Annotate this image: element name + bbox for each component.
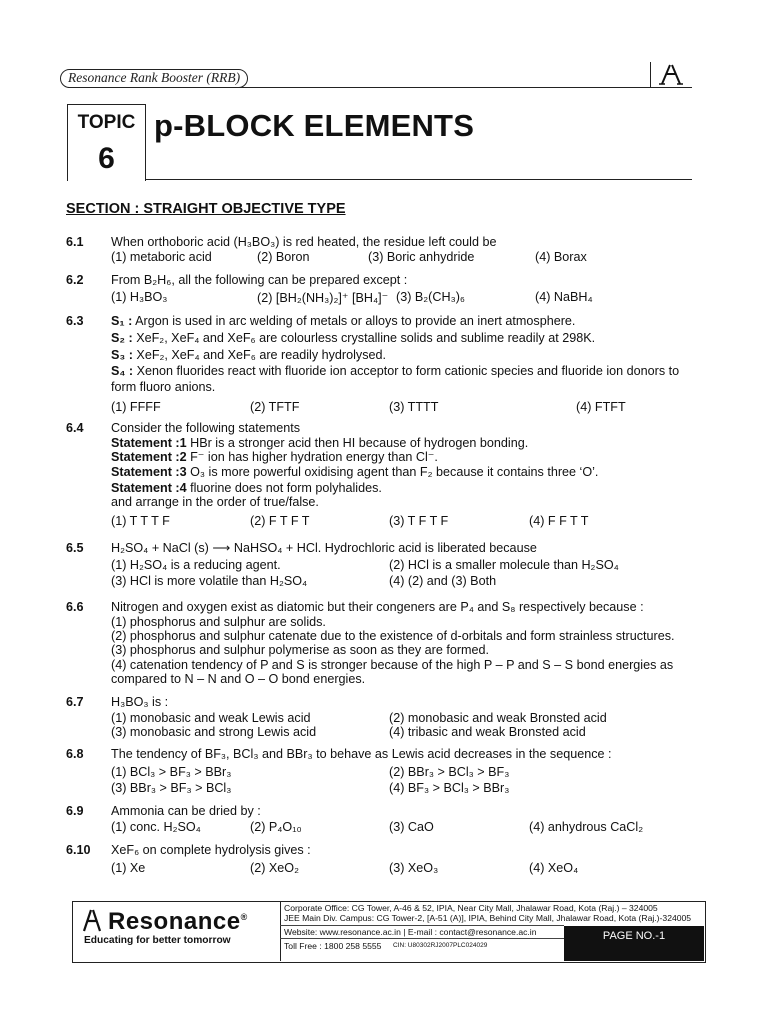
option: (1) monobasic and weak Lewis acid bbox=[111, 711, 311, 725]
option: (3) HCl is more volatile than H₂SO₄ bbox=[111, 574, 308, 588]
resonance-logo-icon bbox=[650, 62, 691, 88]
topic-label: TOPIC bbox=[77, 112, 136, 133]
brand-tagline: Educating for better tomorrow bbox=[84, 935, 231, 946]
footer-rule bbox=[280, 938, 564, 939]
question-number: 6.7 bbox=[66, 695, 84, 709]
statement-4-cont: form fluoro anions. bbox=[111, 380, 216, 394]
question-text: Nitrogen and oxygen exist as diatomic but their congeners are P₄ and S₈ respectively because : bbox=[111, 600, 644, 614]
website-email[interactable]: Website: www.resonance.ac.in | E-mail : contact@resonance.ac.in bbox=[284, 927, 537, 937]
statement-4: S₄ : Xenon fluorides react with fluoride ion acceptor to form cationic species and fluoride ion donors to bbox=[111, 364, 680, 378]
option: (4) tribasic and weak Bronsted acid bbox=[389, 725, 586, 739]
question-number: 6.9 bbox=[66, 804, 84, 818]
header-rule bbox=[68, 87, 692, 88]
option: (3) monobasic and strong Lewis acid bbox=[111, 725, 317, 739]
toll-free: Toll Free : 1800 258 5555 bbox=[284, 941, 382, 951]
question-text: Consider the following statements bbox=[111, 421, 301, 435]
statement-2: S₂ : XeF₂, XeF₄ and XeF₆ are colourless crystalline solids and sublime readily at 298K. bbox=[111, 331, 596, 345]
question-number: 6.4 bbox=[66, 421, 84, 435]
option: (3) TTTT bbox=[389, 400, 439, 414]
option: (3) Boric anhydride bbox=[368, 250, 475, 264]
option: (3) T F T F bbox=[389, 514, 449, 528]
option: (4) FTFT bbox=[576, 400, 626, 414]
question-number: 6.3 bbox=[66, 314, 84, 328]
statement-1: Statement :1 HBr is a stronger acid then HI because of hydrogen bonding. bbox=[111, 436, 529, 450]
statement-3: Statement :3 O₃ is more powerful oxidising agent than F₂ because it contains three ‘O’. bbox=[111, 465, 599, 479]
question-number: 6.2 bbox=[66, 273, 84, 287]
question-tail: and arrange in the order of true/false. bbox=[111, 495, 319, 509]
question-text: When orthoboric acid (H₃BO₃) is red heated, the residue left could be bbox=[111, 235, 497, 249]
option: (3) phosphorus and sulphur polymerise as soon as they are formed. bbox=[111, 643, 490, 657]
question-text: The tendency of BF₃, BCl₃ and BBr₃ to behave as Lewis acid decreases in the sequence : bbox=[111, 747, 612, 761]
question-text: H₃BO₃ is : bbox=[111, 695, 169, 709]
option: (1) FFFF bbox=[111, 400, 161, 414]
option: (4) (2) and (3) Both bbox=[389, 574, 497, 588]
option: (1) H₂SO₄ is a reducing agent. bbox=[111, 558, 281, 572]
brand-name: Resonance® bbox=[108, 908, 248, 935]
option: (1) phosphorus and sulphur are solids. bbox=[111, 615, 326, 629]
option: (4) NaBH₄ bbox=[535, 290, 593, 304]
option: (2) phosphorus and sulphur catenate due to the existence of d-orbitals and form strainless structures. bbox=[111, 629, 675, 643]
resonance-logo-icon bbox=[80, 908, 104, 934]
option: (2) Boron bbox=[257, 250, 310, 264]
question-number: 6.1 bbox=[66, 235, 84, 249]
statement-1: S₁ : Argon is used in arc welding of metals or alloys to provide an inert atmosphere. bbox=[111, 314, 576, 328]
statement-2: Statement :2 F⁻ ion has higher hydration energy than Cl⁻. bbox=[111, 450, 438, 464]
footer-rule bbox=[280, 925, 564, 926]
option: (3) CaO bbox=[389, 820, 434, 834]
option: (1) H₃BO₃ bbox=[111, 290, 168, 304]
header-title: Resonance Rank Booster (RRB) bbox=[68, 70, 241, 85]
corporate-office: Corporate Office: CG Tower, A-46 & 52, IPIA, Near City Mall, Jhalawar Road, Kota (Raj.) – 324005 bbox=[284, 903, 658, 913]
question-number: 6.8 bbox=[66, 747, 84, 761]
jee-campus: JEE Main Div. Campus: CG Tower-2, [A-51 (A)], IPIA, Behind City Mall, Jhalawar Road, Kota (Raj.)-324005 bbox=[284, 913, 692, 923]
option: (4) Borax bbox=[535, 250, 587, 264]
option: (4) BF₃ > BCl₃ > BBr₃ bbox=[389, 781, 510, 795]
option: (1) conc. H₂SO₄ bbox=[111, 820, 201, 834]
option: (2) BBr₃ > BCl₃ > BF₃ bbox=[389, 765, 510, 779]
option: (2) TFTF bbox=[250, 400, 300, 414]
page-number: PAGE NO.-1 bbox=[564, 926, 704, 961]
option: (2) monobasic and weak Bronsted acid bbox=[389, 711, 607, 725]
option: (1) metaboric acid bbox=[111, 250, 212, 264]
option: (1) T T T F bbox=[111, 514, 170, 528]
option: (4) catenation tendency of P and S is stronger because of the high P – P and S – S bond energies as bbox=[111, 658, 674, 672]
question-number: 6.5 bbox=[66, 541, 84, 555]
option: (4) anhydrous CaCl₂ bbox=[529, 820, 644, 834]
question-number: 6.10 bbox=[66, 843, 91, 857]
option: (2) XeO₂ bbox=[250, 861, 299, 875]
question-number: 6.6 bbox=[66, 600, 84, 614]
question-text: XeF₆ on complete hydrolysis gives : bbox=[111, 843, 311, 857]
question-text: From B₂H₆, all the following can be prepared except : bbox=[111, 273, 408, 287]
option: (3) XeO₃ bbox=[389, 861, 439, 875]
page-title: p-BLOCK ELEMENTS bbox=[154, 108, 475, 143]
section-title: SECTION : STRAIGHT OBJECTIVE TYPE bbox=[66, 201, 346, 217]
option: (2) F T F T bbox=[250, 514, 310, 528]
option: (4) XeO₄ bbox=[529, 861, 579, 875]
cin-number: CIN: U80302RJ2007PLC024029 bbox=[393, 942, 488, 949]
statement-4: Statement :4 fluorine does not form polyhalides. bbox=[111, 481, 382, 495]
option-cont: compared to N – N and O – O bond energies. bbox=[111, 672, 366, 686]
option: (2) P₄O₁₀ bbox=[250, 820, 302, 834]
option: (1) Xe bbox=[111, 861, 146, 875]
option: (3) B₂(CH₃)₆ bbox=[396, 290, 465, 304]
footer-divider bbox=[280, 901, 281, 961]
question-text: Ammonia can be dried by : bbox=[111, 804, 261, 818]
title-rule bbox=[146, 179, 692, 180]
statement-3: S₃ : XeF₂, XeF₄ and XeF₆ are readily hydrolysed. bbox=[111, 348, 387, 362]
option: (1) BCl₃ > BF₃ > BBr₃ bbox=[111, 765, 232, 779]
topic-number: 6 bbox=[98, 142, 115, 175]
question-text: H₂SO₄ + NaCl (s) ⟶ NaHSO₄ + HCl. Hydrochloric acid is liberated because bbox=[111, 541, 537, 555]
option: (2) [BH₂(NH₃)₂]⁺ [BH₄]⁻ bbox=[257, 291, 389, 305]
option: (4) F F T T bbox=[529, 514, 589, 528]
option: (3) BBr₃ > BF₃ > BCl₃ bbox=[111, 781, 232, 795]
option: (2) HCl is a smaller molecule than H₂SO₄ bbox=[389, 558, 619, 572]
